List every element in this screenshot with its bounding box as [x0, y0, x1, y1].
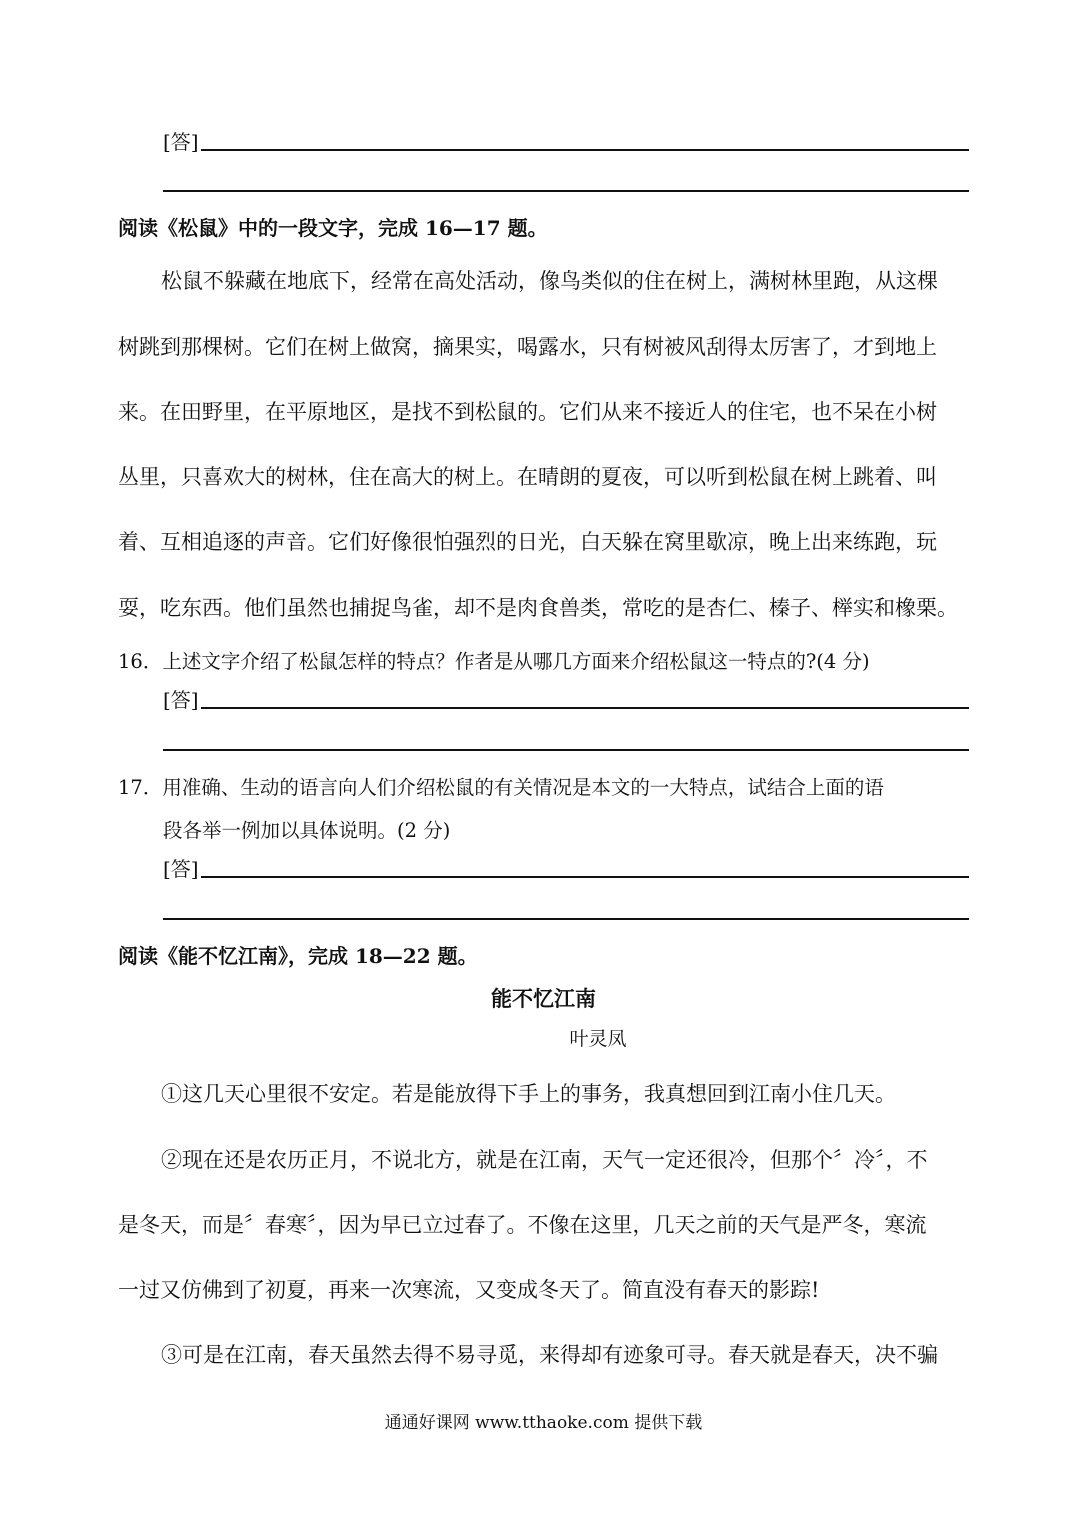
top-answer-blank-line[interactable] — [163, 190, 969, 192]
section1-heading: 阅读《松鼠》中的一段文字，完成 16—17 题。 — [118, 216, 548, 240]
article-title: 能不忆江南 — [491, 986, 596, 1011]
passage1-line-4: 丛里，只喜欢大的树林，住在高大的树上。在晴朗的夏夜，可以听到松鼠在树上跳着、叫 — [118, 465, 937, 489]
question-17-number: 17． — [118, 776, 163, 799]
article-author: 叶灵凤 — [569, 1028, 627, 1050]
answer-rule — [201, 149, 969, 151]
passage2-line-3: 是冬天，而是〞春寒〞，因为早已立过春了。不像在这里，几天之前的天气是严冬，寒流 — [118, 1213, 927, 1237]
answer-rule — [201, 876, 969, 878]
q16-answer-blank-line[interactable] — [163, 749, 969, 751]
passage1-line-6: 耍，吃东西。他们虽然也捕捉鸟雀，却不是肉食兽类，常吃的是杏仁、榛子、榉实和橡栗。 — [118, 596, 958, 620]
passage1-line-5: 着、互相追逐的声音。它们好像很怕强烈的日光，白天躲在窝里歇凉，晚上出来练跑，玩 — [118, 530, 937, 554]
top-answer-line[interactable] — [163, 127, 969, 153]
passage2-line-4: 一过又仿佛到了初夏，再来一次寒流，又变成冬天了。简直没有春天的影踪! — [118, 1278, 820, 1302]
answer-label: [答] — [163, 130, 199, 154]
question-16-number: 16． — [118, 650, 163, 673]
question-16 — [118, 646, 870, 674]
answer-label: [答] — [163, 857, 199, 881]
question-17-text-2: 段各举一例加以具体说明。(2 分) — [163, 819, 451, 842]
page-footer: 通通好课网 www.tthaoke.com 提供下载 — [384, 1413, 703, 1433]
answer-rule — [201, 707, 969, 709]
q16-answer-line[interactable] — [163, 685, 969, 711]
passage1-line-2: 树跳到那棵树。它们在树上做窝，摘果实，喝露水，只有树被风刮得太厉害了，才到地上 — [118, 335, 937, 359]
passage1-line-1: 松鼠不躲藏在地底下，经常在高处活动，像鸟类似的住在树上，满树林里跑，从这棵 — [161, 269, 938, 293]
passage1-line-3: 来。在田野里，在平原地区，是找不到松鼠的。它们从来不接近人的住宅，也不呆在小树 — [118, 400, 937, 424]
question-17-text-1: 用准确、生动的语言向人们介绍松鼠的有关情况是本文的一大特点，试结合上面的语 — [162, 776, 884, 799]
answer-label: [答] — [163, 688, 199, 712]
q17-answer-line[interactable] — [163, 854, 969, 880]
passage2-line-5: ③可是在江南，春天虽然去得不易寻觅，来得却有迹象可寻。春天就是春天，决不骗 — [161, 1343, 938, 1367]
passage2-line-2: ②现在还是农历正月，不说北方，就是在江南，天气一定还很冷，但那个〞冷〞，不 — [161, 1148, 928, 1172]
section2-heading: 阅读《能不忆江南》，完成 18—22 题。 — [118, 944, 478, 968]
question-17 — [118, 772, 884, 800]
q17-answer-blank-line[interactable] — [163, 918, 969, 920]
passage2-line-1: ①这几天心里很不安定。若是能放得下手上的事务，我真想回到江南小住几天。 — [161, 1082, 896, 1106]
question-16-text: 上述文字介绍了松鼠怎样的特点？作者是从哪几方面来介绍松鼠这一特点的?(4 分) — [162, 650, 870, 673]
